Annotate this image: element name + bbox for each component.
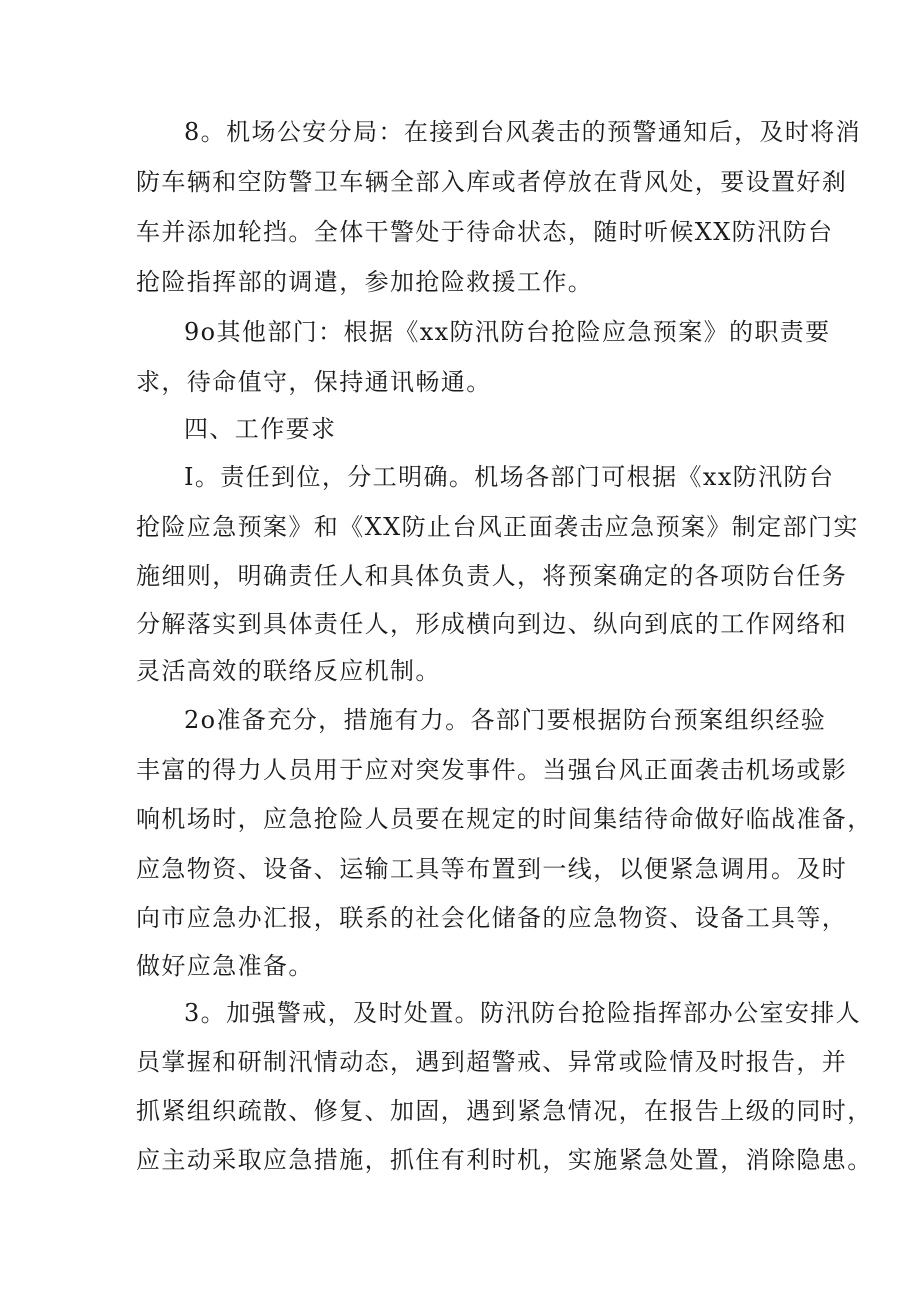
text-line: 灵活高效的联络反应机制。: [136, 657, 441, 685]
text-line: 应急物资、设备、运输工具等布置到一线，以便紧急调用。及时: [136, 855, 848, 883]
text-line: 车并添加轮挡。全体干警处于待命状态，随时听候XX防汛防台: [136, 218, 834, 246]
text-line: 做好应急准备。: [136, 952, 314, 980]
text-line: 2o准备充分，措施有力。各部门要根据防台预案组织经验: [184, 706, 827, 734]
text-line: 丰富的得力人员用于应对突发事件。当强台风正面袭击机场或影: [136, 756, 848, 784]
text-line: 员掌握和研制汛情动态，遇到超警戒、异常或险情及时报告，并: [136, 1048, 848, 1076]
text-line: 应主动采取应急措施，抓住有利时机，实施紧急处置，消除隐患。: [136, 1146, 873, 1174]
text-line: 抢险应急预案》和《XX防止台风正面袭击应急预案》制定部门实: [136, 513, 859, 541]
text-line: 8。机场公安分局：在接到台风袭击的预警通知后，及时将消: [184, 118, 862, 146]
text-line: 防车辆和空防警卫车辆全部入库或者停放在背风处，要设置好刹: [136, 168, 848, 196]
text-line: 响机场时，应急抢险人员要在规定的时间集结待命做好临战准备，: [136, 805, 873, 833]
section-heading: 四、工作要求: [184, 415, 337, 443]
text-line: 9o其他部门：根据《xx防汛防台抢险应急预案》的职责要: [184, 318, 831, 346]
text-line: 抢险指挥部的调遣，参加抢险救援工作。: [136, 268, 594, 296]
text-line: 分解落实到具体责任人，形成横向到边、纵向到底的工作网络和: [136, 610, 848, 638]
text-line: I。责任到位，分工明确。机场各部门可根据《xx防汛防台: [184, 463, 835, 491]
text-line: 3。加强警戒，及时处置。防汛防台抢险指挥部办公室安排人: [184, 999, 862, 1027]
text-line: 抓紧组织疏散、修复、加固，遇到紧急情况，在报告上级的同时，: [136, 1097, 873, 1125]
text-line: 施细则，明确责任人和具体负责人，将预案确定的各项防台任务: [136, 562, 848, 590]
text-line: 向市应急办汇报，联系的社会化储备的应急物资、设备工具等，: [136, 904, 848, 932]
text-line: 求，待命值守，保持通讯畅通。: [136, 368, 492, 396]
